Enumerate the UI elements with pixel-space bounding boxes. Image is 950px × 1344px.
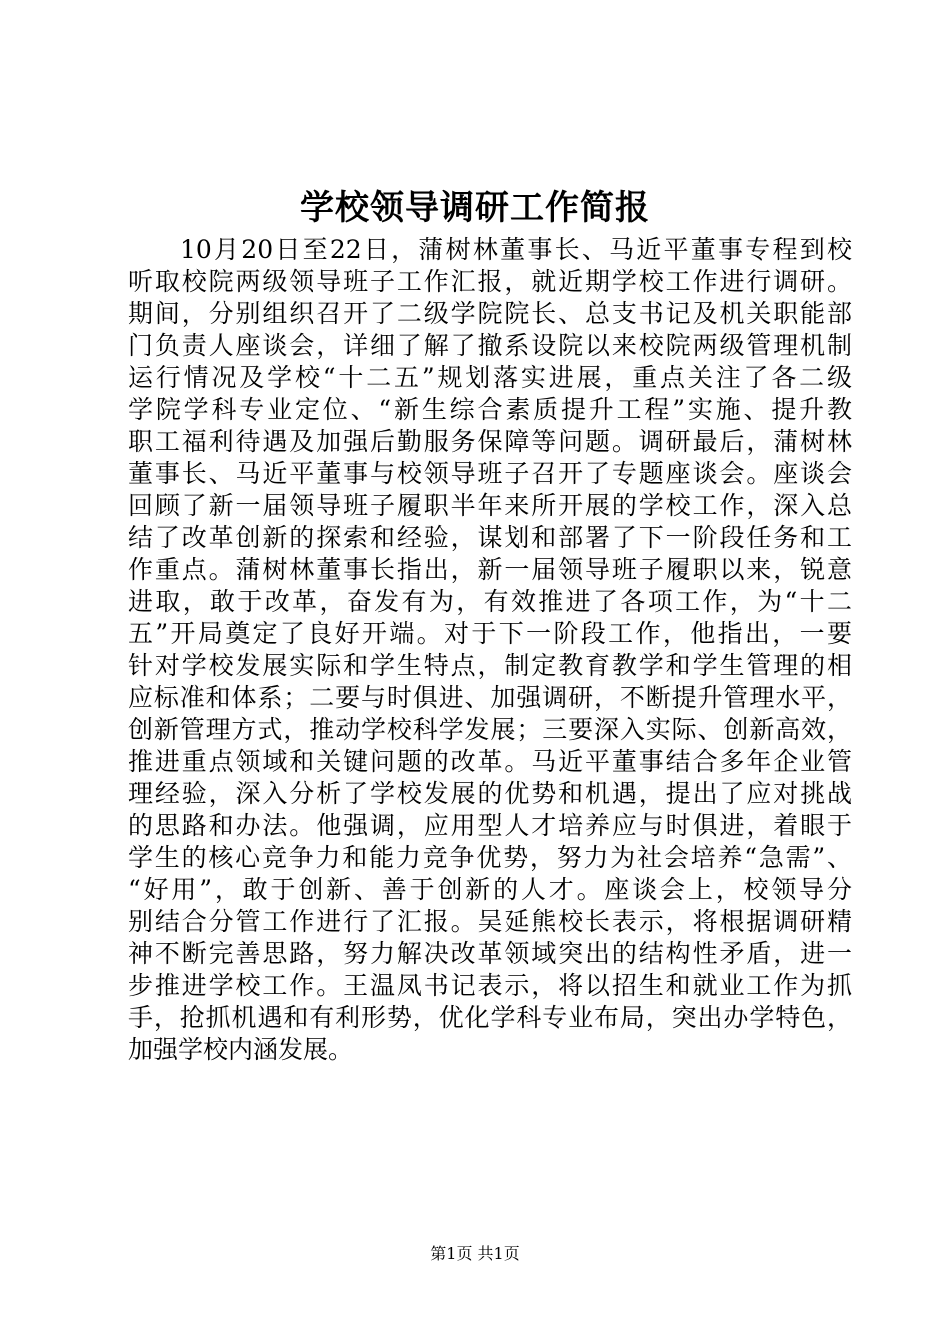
page-footer bbox=[0, 1242, 950, 1266]
body-line: 学院学科专业定位、“新生综合素质提升工程”实施、提升教 bbox=[128, 395, 852, 424]
body-line: 学生的核心竞争力和能力竞争优势，努力为社会培养“急需”、 bbox=[128, 843, 852, 872]
body-line: 针对学校发展实际和学生特点，制定教育教学和学生管理的相 bbox=[128, 651, 852, 680]
page-number-label: 第1页 共1页 bbox=[430, 1244, 520, 1263]
body-line: 创新管理方式，推动学校科学发展；三要深入实际、创新高效， bbox=[128, 715, 852, 744]
body-line: 应标准和体系；二要与时俱进、加强调研，不断提升管理水平， bbox=[128, 683, 852, 712]
body-line: 职工福利待遇及加强后勤服务保障等问题。调研最后，蒲树林 bbox=[128, 427, 852, 456]
body-line: 门负责人座谈会，详细了解了撤系设院以来校院两级管理机制 bbox=[128, 331, 852, 360]
body-line: 步推进学校工作。王温凤书记表示，将以招生和就业工作为抓 bbox=[128, 971, 852, 1000]
body-line: 手，抢抓机遇和有利形势，优化学科专业布局，突出办学特色， bbox=[128, 1003, 852, 1032]
body-line: 加强学校内涵发展。 bbox=[128, 1035, 354, 1064]
body-line: 听取校院两级领导班子工作汇报，就近期学校工作进行调研。 bbox=[128, 267, 852, 296]
body-line: “好用”，敢于创新、善于创新的人才。座谈会上，校领导分 bbox=[128, 875, 852, 904]
body-line: 理经验，深入分析了学校发展的优势和机遇，提出了应对挑战 bbox=[128, 779, 852, 808]
body-line: 推进重点领域和关键问题的改革。马近平董事结合多年企业管 bbox=[128, 747, 852, 776]
document-body bbox=[128, 234, 852, 1066]
body-line: 神不断完善思路，努力解决改革领域突出的结构性矛盾，进一 bbox=[128, 939, 852, 968]
body-line: 作重点。蒲树林董事长指出，新一届领导班子履职以来，锐意 bbox=[128, 555, 852, 584]
body-line: 10月20日至22日，蒲树林董事长、马近平董事专程到校 bbox=[180, 235, 852, 264]
body-line: 期间，分别组织召开了二级学院院长、总支书记及机关职能部 bbox=[128, 299, 852, 328]
body-line: 运行情况及学校“十二五”规划落实进展，重点关注了各二级 bbox=[128, 363, 852, 392]
body-line: 结了改革创新的探索和经验，谋划和部署了下一阶段任务和工 bbox=[128, 523, 852, 552]
body-line: 进取，敢于改革，奋发有为，有效推进了各项工作，为“十二 bbox=[128, 587, 852, 616]
body-line: 的思路和办法。他强调，应用型人才培养应与时俱进，着眼于 bbox=[128, 811, 852, 840]
body-line: 五”开局奠定了良好开端。对于下一阶段工作，他指出，一要 bbox=[128, 619, 852, 648]
document-title: 学校领导调研工作简报 bbox=[300, 188, 650, 228]
body-line: 别结合分管工作进行了汇报。吴延熊校长表示，将根据调研精 bbox=[128, 907, 852, 936]
body-line: 回顾了新一届领导班子履职半年来所开展的学校工作，深入总 bbox=[128, 491, 852, 520]
body-line: 董事长、马近平董事与校领导班子召开了专题座谈会。座谈会 bbox=[128, 459, 852, 488]
